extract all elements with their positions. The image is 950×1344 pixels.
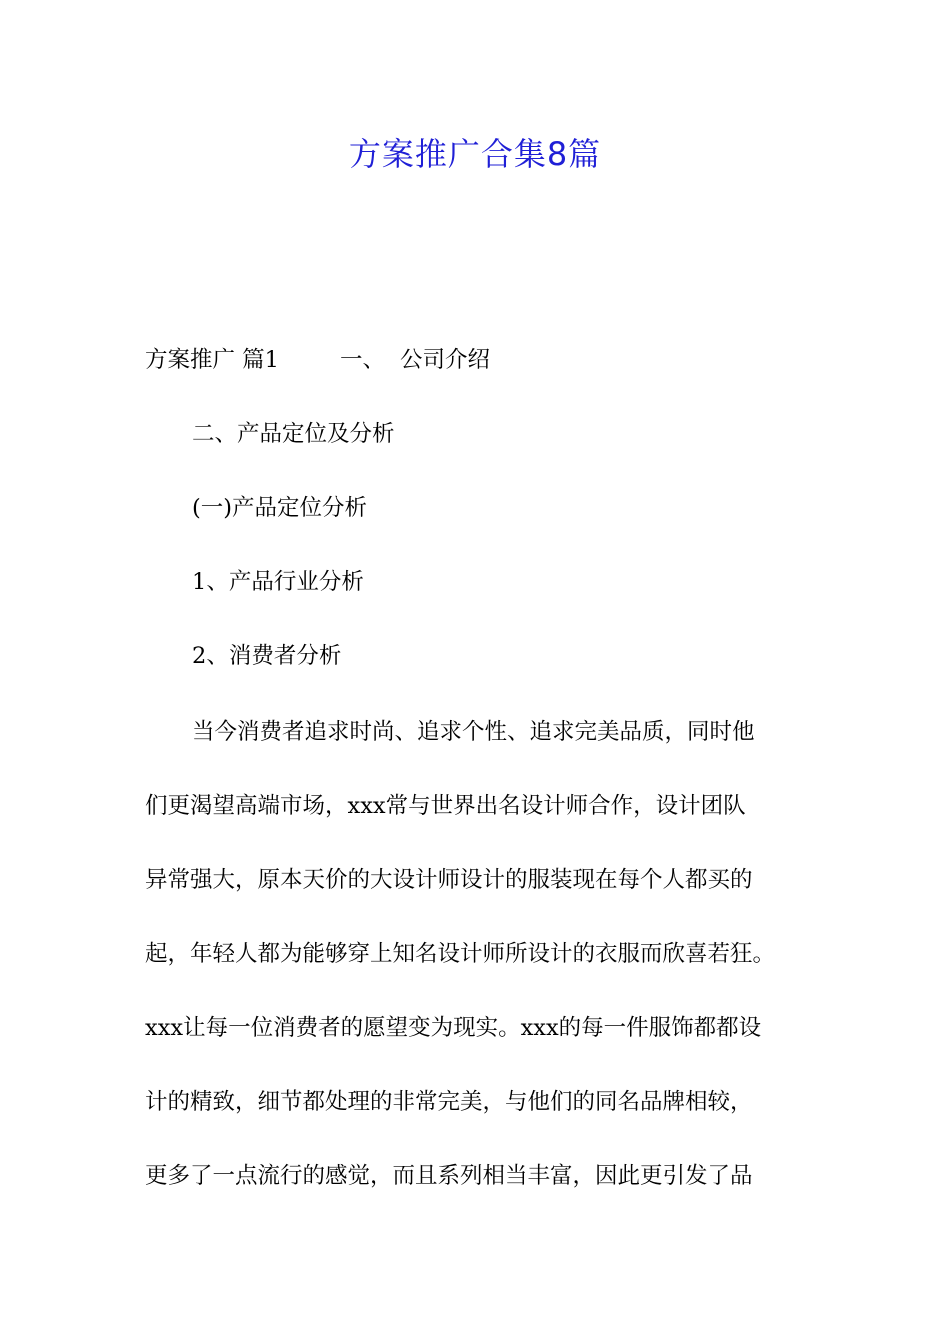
paragraph-line: xxx让每一位消费者的愿望变为现实。xxx的每一件服饰都都设: [145, 1015, 762, 1041]
subheading-product-positioning: 二、产品定位及分析: [192, 421, 395, 447]
item-title: 公司介绍: [400, 347, 491, 373]
paragraph-line: 异常强大，原本天价的大设计师设计的服装现在每个人都买的: [145, 867, 753, 893]
paragraph-line: 更多了一点流行的感觉，而且系列相当丰富，因此更引发了品: [145, 1163, 753, 1189]
paragraph-line: 起，年轻人都为能够穿上知名设计师所设计的衣服而欣喜若狂。: [145, 941, 776, 967]
document-title: 方案推广合集8篇: [348, 135, 602, 173]
section-label: 方案推广 篇1: [145, 347, 279, 373]
paragraph-line: 计的精致，细节都处理的非常完美，与他们的同名品牌相较，: [145, 1089, 753, 1115]
item-number: 一、: [340, 347, 386, 373]
paragraph-line: 当今消费者追求时尚、追求个性、追求完美品质，同时他: [192, 719, 755, 745]
paragraph-line: 们更渴望高端市场，xxx常与世界出名设计师合作，设计团队: [145, 793, 746, 819]
subheading-industry-analysis: 1、产品行业分析: [192, 569, 364, 595]
section-heading-row: [145, 345, 490, 375]
subheading-positioning-analysis: (一)产品定位分析: [192, 495, 368, 521]
subheading-consumer-analysis: 2、消费者分析: [192, 643, 342, 669]
